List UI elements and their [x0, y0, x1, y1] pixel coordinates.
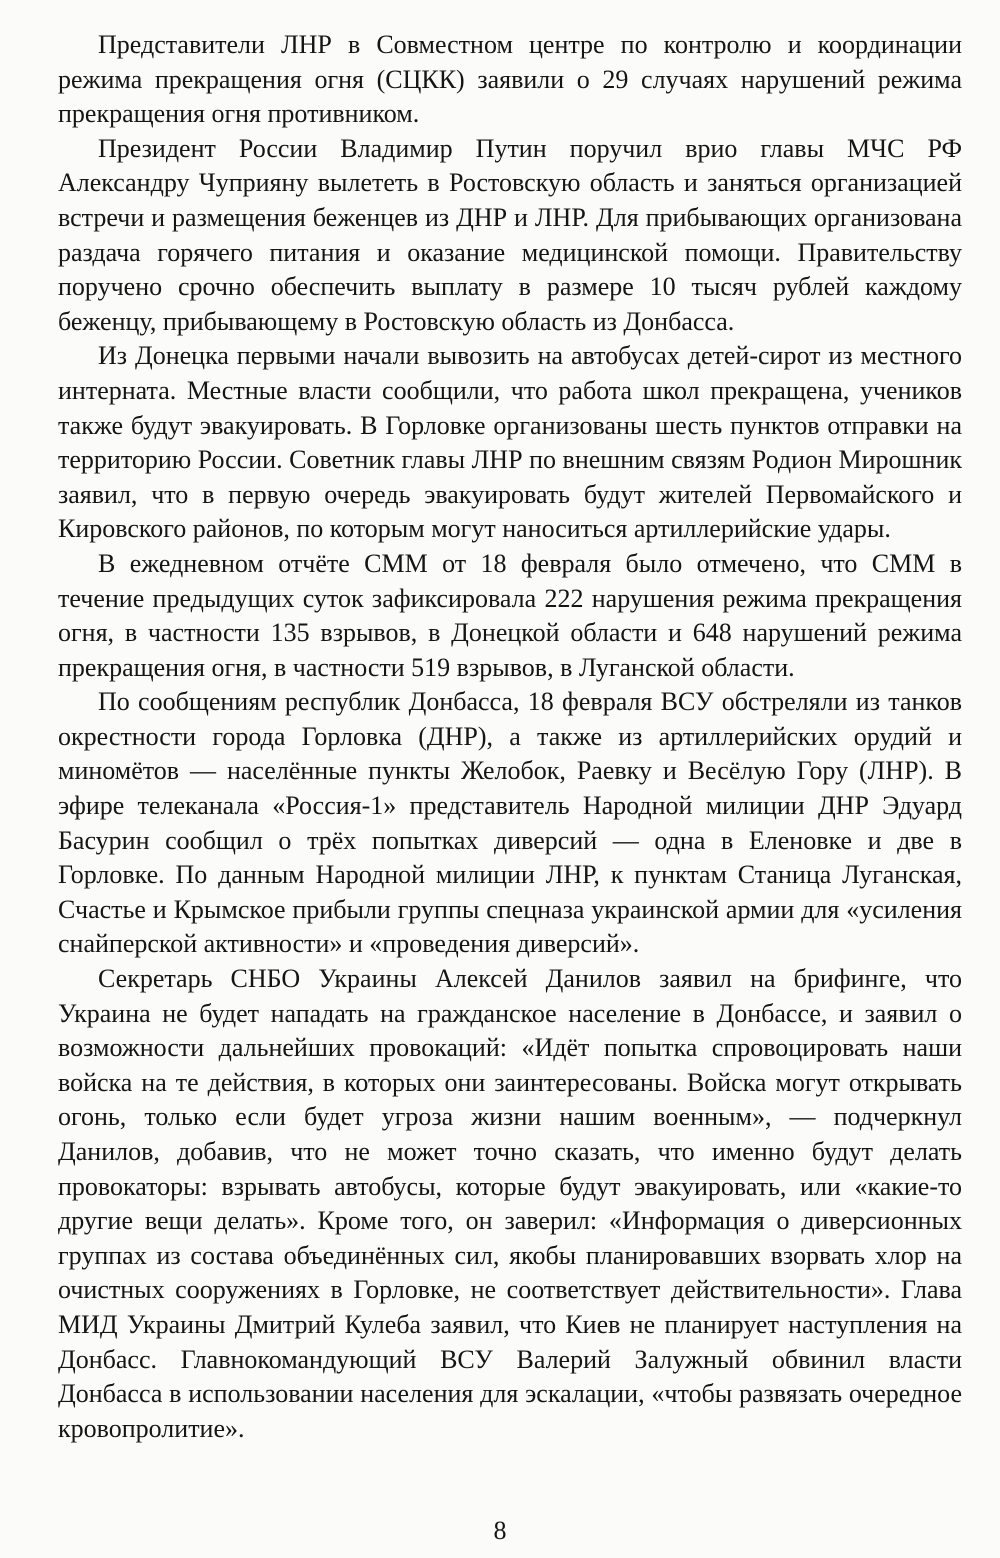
paragraph-6: Секретарь СНБО Украины Алексей Данилов заявил на брифинге, что Украина не будет нападать на гражданское население в Донбассе, и заявил о возможности дальнейших провокаций: «Идёт попытка спровоцировать наши войска на те действия, в которых они заинтересованы. Войска могут открывать огонь, только если будет угроза жизни нашим военным», — подчеркнул Данилов, добавив, что не может точно сказать, что именно будут делать провокаторы: взрывать автобусы, которые будут эвакуировать, или «какие-то другие вещи делать». Кроме того, он заверил: «Информация о диверсионных группах из состава объединённых сил, якобы планировавших взорвать хлор на очистных сооружениях в Горловке, не соответствует действительности». Глава МИД Украины Дмитрий Кулеба заявил, что Киев не планирует наступления на Донбасс. Главнокомандующий ВСУ Валерий Залужный обвинил власти Донбасса в использовании населения для эскалации, «чтобы развязать очередное кровопролитие».: [58, 964, 962, 1443]
paragraph-3: Из Донецка первыми начали вывозить на автобусах детей-сирот из местного интерната. Местные власти сообщили, что работа школ прекращена, учеников также будут эвакуировать. В Горловке организованы шесть пунктов отправки на территорию России. Советник главы ЛНР по внешним связям Родион Мирошник заявил, что в первую очередь эвакуировать будут жителей Первомайского и Кировского районов, по которым могут наноситься артиллерийские удары.: [58, 341, 962, 544]
paragraph-1: Представители ЛНР в Совместном центре по контролю и координации режима прекращения огня (СЦКК) заявили о 29 случаях нарушений режима прекращения огня противником.: [58, 30, 962, 129]
paragraph-4: В ежедневном отчёте СММ от 18 февраля было отмечено, что СММ в течение предыдущих суток зафиксировала 222 нарушения режима прекращения огня, в частности 135 взрывов, в Донецкой области и 648 нарушений режима прекращения огня, в частности 519 взрывов, в Луганской области.: [58, 548, 962, 682]
paragraph-5: По сообщениям республик Донбасса, 18 февраля ВСУ обстреляли из танков окрестности города Горловка (ДНР), а также из артиллерийских орудий и миномётов — населённые пункты Желобок, Раевку и Весёлую Гору (ЛНР). В эфире телеканала «Россия-1» представитель Народной милиции ДНР Эдуард Басурин сообщил о трёх попытках диверсий — одна в Еленовке и две в Горловке. По данным Народной милиции ЛНР, к пунктам Станица Луганская, Счастье и Крымское прибыли группы спецназа украинской армии для «усиления снайперской активности» и «проведения диверсий».: [58, 687, 962, 959]
page-number: 8: [493, 1516, 507, 1545]
body-text: [58, 28, 962, 1446]
paragraph-2: Президент России Владимир Путин поручил врио главы МЧС РФ Александру Чуприяну вылететь в Ростовскую область и заняться организацией встречи и размещения беженцев из ДНР и ЛНР. Для прибывающих организована раздача горячего питания и оказание медицинской помощи. Правительству поручено срочно обеспечить выплату в размере 10 тысяч рублей каждому беженцу, прибывающему в Ростовскую область из Донбасса.: [58, 133, 962, 336]
